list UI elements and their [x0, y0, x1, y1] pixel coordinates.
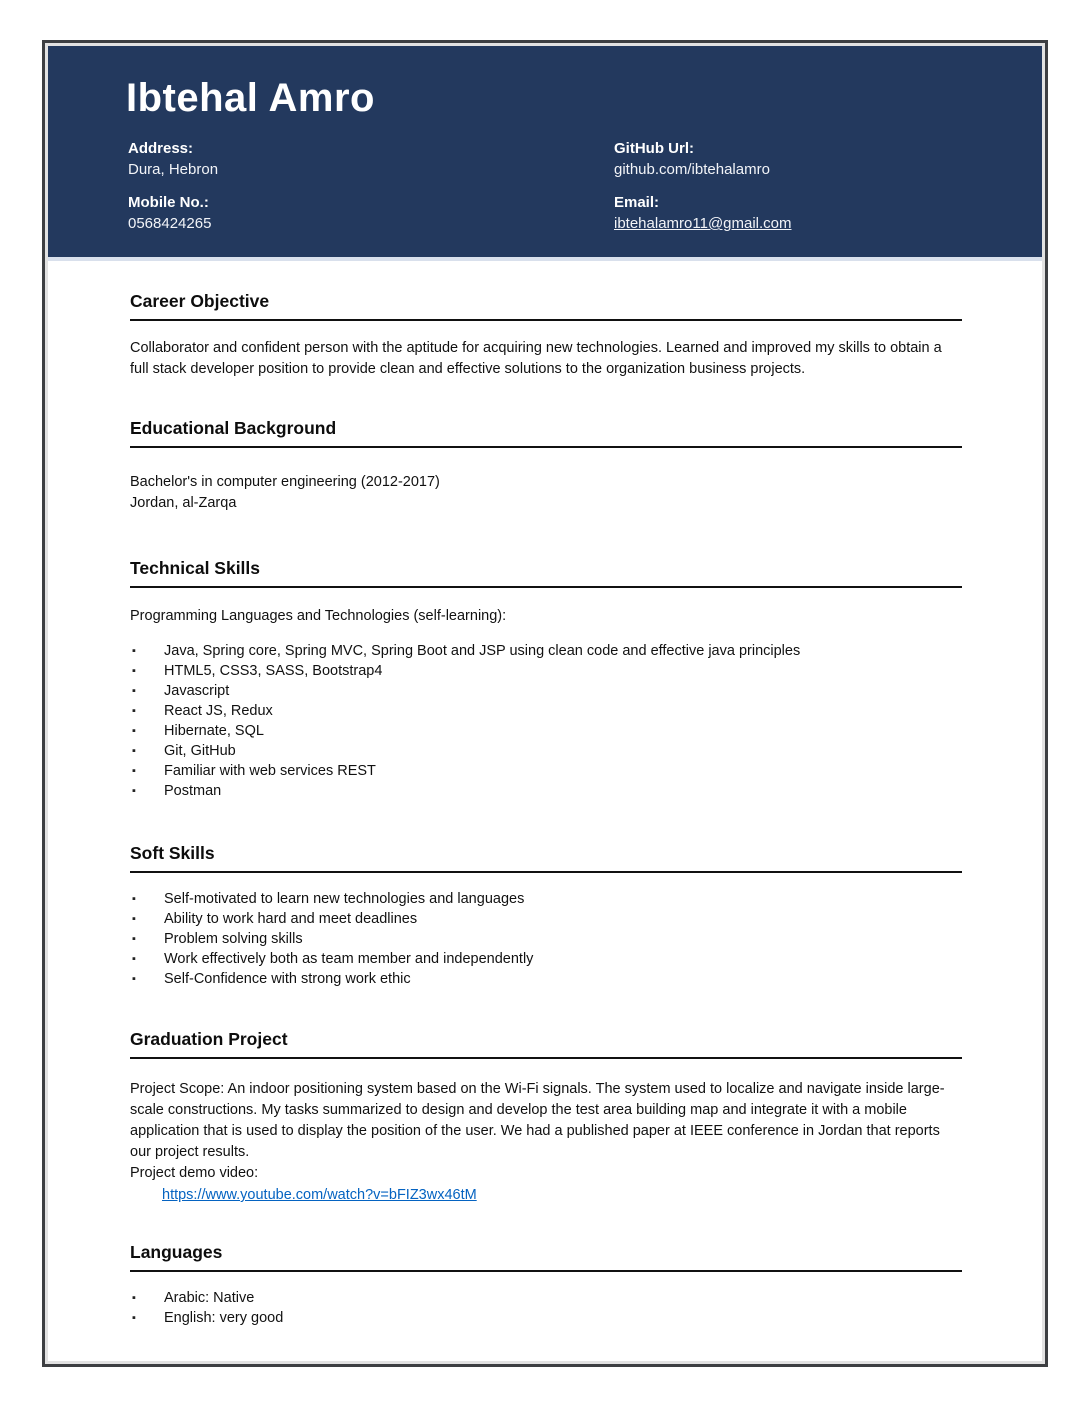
email-label: Email: — [614, 194, 660, 211]
candidate-name: Ibtehal Amro — [126, 76, 375, 120]
list-item: ▪ Problem solving skills — [130, 929, 962, 949]
github-label: GitHub Url: — [614, 140, 694, 157]
section-languages — [130, 1242, 962, 1328]
section-technical-skills — [130, 558, 962, 801]
section-career-objective — [130, 291, 962, 380]
mobile-value: 0568424265 — [128, 215, 212, 232]
list-item: ▪ English: very good — [130, 1308, 962, 1328]
list-item: ▪ Familiar with web services REST — [130, 761, 962, 781]
graduation-project-title: Graduation Project — [130, 1029, 962, 1059]
contact-left-column — [128, 139, 614, 235]
list-item: ▪ Git, GitHub — [130, 741, 962, 761]
technical-skills-list — [130, 641, 962, 801]
list-item: ▪ Java, Spring core, Spring MVC, Spring Boot and JSP using clean code and effective java principles — [130, 641, 962, 661]
list-item: ▪ Hibernate, SQL — [130, 721, 962, 741]
mobile-label: Mobile No.: — [128, 194, 209, 211]
list-item: ▪ Postman — [130, 781, 962, 801]
list-item: ▪ Arabic: Native — [130, 1288, 962, 1308]
resume-body — [48, 261, 1042, 1328]
list-item: ▪ Ability to work hard and meet deadlines — [130, 909, 962, 929]
soft-skills-list — [130, 889, 962, 989]
contact-right-column — [614, 139, 1042, 235]
section-graduation-project — [130, 1029, 962, 1206]
languages-title: Languages — [130, 1242, 962, 1272]
header-band — [48, 46, 1042, 261]
email-link[interactable]: ibtehalamro11@gmail.com — [614, 215, 792, 232]
technical-skills-title: Technical Skills — [130, 558, 962, 588]
list-item: ▪ HTML5, CSS3, SASS, Bootstrap4 — [130, 661, 962, 681]
section-education — [130, 418, 962, 514]
education-title: Educational Background — [130, 418, 962, 448]
github-value: github.com/ibtehalamro — [614, 161, 770, 178]
languages-list — [130, 1288, 962, 1328]
list-item: ▪ Self-motivated to learn new technologies and languages — [130, 889, 962, 909]
list-item: ▪ Self-Confidence with strong work ethic — [130, 969, 962, 989]
career-objective-title: Career Objective — [130, 291, 962, 321]
address-value: Dura, Hebron — [128, 161, 219, 178]
education-degree: Bachelor's in computer engineering (2012-2017) — [130, 474, 440, 490]
education-details — [130, 472, 962, 514]
address-label: Address: — [128, 140, 194, 157]
list-item: ▪ Javascript — [130, 681, 962, 701]
resume-page — [42, 40, 1048, 1367]
list-item: ▪ React JS, Redux — [130, 701, 962, 721]
list-item: ▪ Work effectively both as team member and independently — [130, 949, 962, 969]
career-objective-text: Collaborator and confident person with the aptitude for acquiring new technologies. Learned and improved my skills to obtain a full stack developer position to provide clean and effective solutions to the organization business projects. — [130, 340, 942, 377]
soft-skills-title: Soft Skills — [130, 843, 962, 873]
contact-grid — [128, 139, 1042, 235]
technical-skills-intro: Programming Languages and Technologies (self-learning): — [130, 608, 507, 624]
page-inner-border — [45, 43, 1045, 1364]
education-location: Jordan, al-Zarqa — [130, 495, 237, 511]
section-soft-skills — [130, 843, 962, 989]
demo-video-label: Project demo video: — [130, 1165, 259, 1181]
graduation-project-text: Project Scope: An indoor positioning system based on the Wi-Fi signals. The system used to localize and navigate inside large-scale constructions. My tasks summarized to design and develop the test area building map and integrate it with a mobile application that is used to display the position of the user. We had a published paper at IEEE conference in Jordan that reports our project results. — [130, 1081, 945, 1160]
youtube-demo-link[interactable]: https://www.youtube.com/watch?v=bFIZ3wx46tM — [162, 1187, 477, 1203]
